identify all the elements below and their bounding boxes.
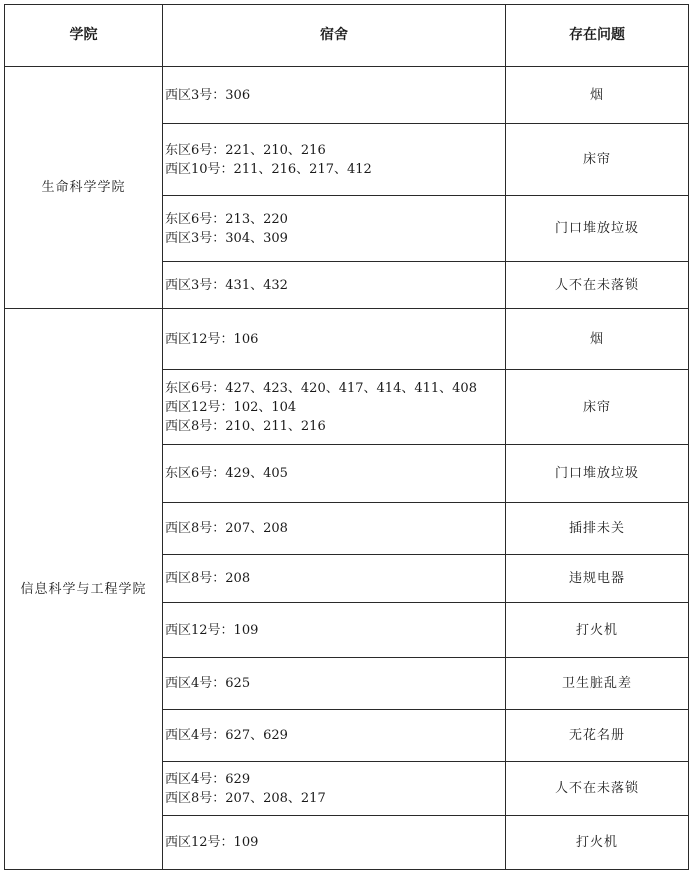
dorm-line: 西区12号：106 — [165, 331, 259, 347]
dorm-line: 东区6号：221、210、216 — [165, 142, 326, 158]
table-row — [5, 309, 689, 370]
dorm-cell — [163, 658, 506, 710]
issue-cell: 打火机 — [506, 603, 689, 658]
dorm-cell — [163, 555, 506, 603]
dorm-line: 西区8号：207、208 — [165, 521, 288, 536]
dorm-line: 西区8号：207、208、217 — [165, 790, 326, 806]
dorm-cell — [163, 262, 506, 309]
dorm-line: 西区4号：627、629 — [165, 728, 288, 743]
dorm-line: 西区12号：109 — [165, 622, 259, 638]
college-cell: 生命科学学院 — [5, 67, 163, 309]
issue-cell: 插排未关 — [506, 503, 689, 555]
header-issue: 存在问题 — [506, 5, 689, 67]
dorm-line: 西区4号：625 — [165, 676, 251, 691]
dorm-cell — [163, 196, 506, 262]
issue-cell: 人不在未落锁 — [506, 262, 689, 309]
dorm-cell — [163, 762, 506, 816]
dorm-cell — [163, 67, 506, 124]
dorm-cell — [163, 503, 506, 555]
dorm-line: 东区6号：427、423、420、417、414、411、408 — [165, 380, 477, 396]
issue-cell: 床帘 — [506, 370, 689, 445]
dorm-line: 西区8号：208 — [165, 571, 251, 586]
issue-cell: 门口堆放垃圾 — [506, 196, 689, 262]
dorm-line: 东区6号：213、220 — [165, 211, 288, 227]
dorm-cell — [163, 603, 506, 658]
dorm-line: 西区12号：102、104 — [165, 399, 297, 415]
header-dorm: 宿舍 — [163, 5, 506, 67]
issue-cell: 人不在未落锁 — [506, 762, 689, 816]
issue-cell: 卫生脏乱差 — [506, 658, 689, 710]
dorm-cell — [163, 124, 506, 196]
issue-cell: 无花名册 — [506, 710, 689, 762]
issue-cell: 烟 — [506, 309, 689, 370]
issue-cell: 违规电器 — [506, 555, 689, 603]
dorm-cell — [163, 370, 506, 445]
header-row — [5, 5, 689, 67]
dorm-line: 东区6号：429、405 — [165, 466, 288, 481]
table-row — [5, 67, 689, 124]
dorm-line: 西区3号：431、432 — [165, 277, 288, 293]
dorm-cell — [163, 445, 506, 503]
dorm-line: 西区10号：211、216、217、412 — [165, 161, 372, 177]
dorm-line: 西区4号：629 — [165, 771, 251, 787]
dorm-cell — [163, 309, 506, 370]
dorm-line: 西区3号：304、309 — [165, 230, 288, 246]
issue-cell: 门口堆放垃圾 — [506, 445, 689, 503]
header-college: 学院 — [5, 5, 163, 67]
issue-cell: 打火机 — [506, 816, 689, 870]
dorm-line: 西区3号：306 — [165, 87, 251, 103]
dorm-cell — [163, 710, 506, 762]
dorm-line: 西区8号：210、211、216 — [165, 418, 326, 434]
issue-cell: 烟 — [506, 67, 689, 124]
college-cell: 信息科学与工程学院 — [5, 309, 163, 870]
dorm-line: 西区12号：109 — [165, 835, 259, 850]
inspection-table — [4, 4, 689, 870]
issue-cell: 床帘 — [506, 124, 689, 196]
dorm-cell — [163, 816, 506, 870]
